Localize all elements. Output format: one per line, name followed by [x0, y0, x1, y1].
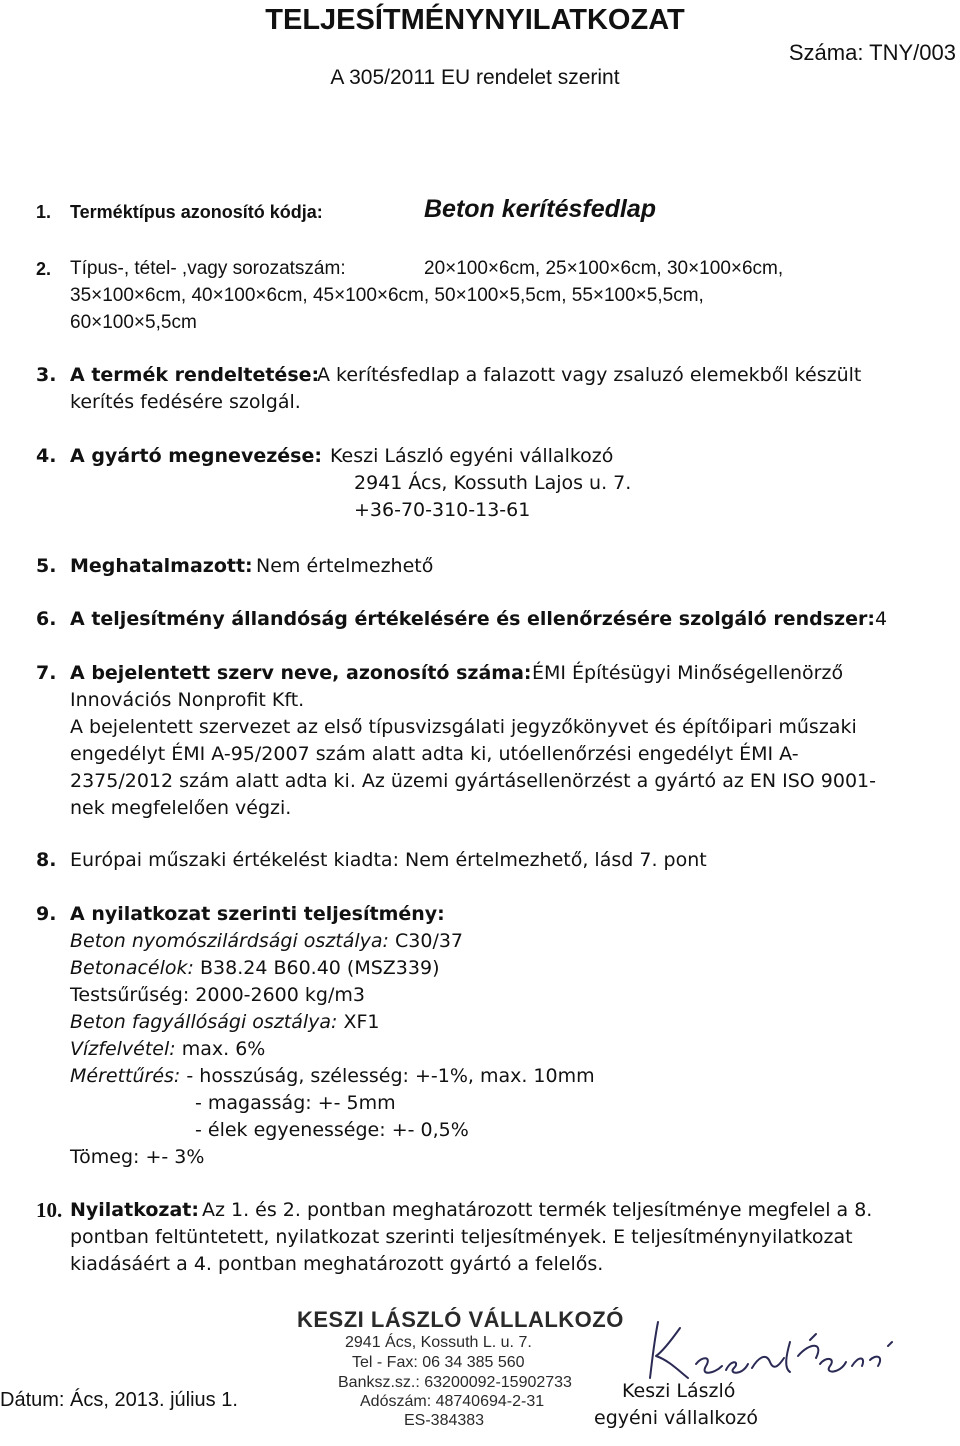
item-label: A bejelentett szerv neve, azonosító száma:: [70, 662, 532, 684]
item-number: 5.: [36, 555, 57, 577]
item-label: A gyártó megnevezése:: [70, 445, 322, 467]
signer-title: egyéni vállalkozó: [594, 1407, 758, 1429]
type-sizes-line: 35×100×6cm, 40×100×6cm, 45×100×6cm, 50×100×5,5cm, 55×100×5,5cm,: [70, 285, 704, 306]
stamp-phone: Tel - Fax: 06 34 385 560: [352, 1354, 525, 1371]
item-label: Nyilatkozat:: [70, 1199, 199, 1221]
paragraph-line: engedélyt ÉMI A-95/2007 szám alatt adta ki, utóellenőrzési engedélyt ÉMI A-: [70, 743, 799, 765]
item-number: 3.: [36, 364, 57, 386]
manufacturer-phone: +36-70-310-13-61: [354, 499, 531, 521]
document-date: Dátum: Ács, 2013. július 1.: [0, 1389, 238, 1411]
declaration-line: Az 1. és 2. pontban meghatározott termék teljesítménye megfelel a 8.: [202, 1199, 873, 1221]
item-number: 9.: [36, 903, 57, 925]
item-label: A nyilatkozat szerinti teljesítmény:: [70, 903, 445, 925]
item-number: 8.: [36, 849, 57, 871]
item-value: 4: [875, 608, 888, 630]
declaration-line: pontban feltüntetett, nyilatkozat szerinti teljesítmények. E teljesítménynyilatkozat: [70, 1226, 853, 1248]
type-sizes-line: 60×100×5,5cm: [70, 312, 197, 333]
item-label: Terméktípus azonosító kódja:: [70, 202, 323, 222]
stamp-company: KESZI LÁSZLÓ VÁLLALKOZÓ: [297, 1307, 624, 1332]
paragraph-line: nek megfelelően végzi.: [70, 797, 292, 819]
notified-body-name: ÉMI Építésügyi Minőségellenörző: [532, 662, 844, 684]
item-label: A teljesítmény állandóság értékelésére és ellenőrzésére szolgáló rendszer:: [70, 608, 875, 630]
item-value: A kerítésfedlap a falazott vagy zsaluzó elemekből készült: [317, 364, 862, 386]
item-label: Típus-, tétel- ,vagy sorozatszám:: [70, 258, 346, 279]
property-tolerance: Mérettűrés: - hosszúság, szélesség: +-1%, max. 10mm: [70, 1065, 595, 1087]
property-tolerance-line: - magasság: +- 5mm: [195, 1092, 396, 1114]
stamp-bank: Banksz.sz.: 63200092-15902733: [338, 1374, 572, 1391]
signer-name: Keszi László: [622, 1380, 736, 1402]
property-density: Testsűrűség: 2000-2600 kg/m3: [70, 984, 365, 1006]
paragraph-line: A bejelentett szervezet az első típusvizsgálati jegyzőkönyvet és építőipari műszaki: [70, 716, 857, 738]
item-text: Európai műszaki értékelést kiadta: Nem értelmezhető, lásd 7. pont: [70, 849, 707, 871]
paragraph-line: 2375/2012 szám alatt adta ki. Az üzemi gyártásellenörzést a gyártó az EN ISO 9001-: [70, 770, 877, 792]
declaration-line: kiadásáért a 4. pontban meghatározott gyártó a felelős.: [70, 1253, 604, 1275]
property-tolerance-line: - élek egyenessége: +- 0,5%: [195, 1119, 469, 1141]
property-steel: Betonacélok: B38.24 B60.40 (MSZ339): [70, 957, 440, 979]
property-weight: Tömeg: +- 3%: [70, 1146, 205, 1168]
manufacturer-name: Keszi László egyéni vállalkozó: [330, 445, 614, 467]
manufacturer-address: 2941 Ács, Kossuth Lajos u. 7.: [354, 472, 632, 494]
item-label: Meghatalmazott:: [70, 555, 253, 577]
document-number: Száma: TNY/003: [788, 40, 956, 65]
property-strength: Beton nyomószilárdsági osztálya: C30/37: [70, 930, 464, 952]
item-value: kerítés fedésére szolgál.: [70, 391, 301, 413]
type-sizes-line: 20×100×6cm, 25×100×6cm, 30×100×6cm,: [424, 258, 784, 279]
stamp-address: 2941 Ács, Kossuth L. u. 7.: [345, 1334, 532, 1351]
item-value: Nem értelmezhető: [256, 555, 434, 577]
document-subtitle: A 305/2011 EU rendelet szerint: [330, 66, 620, 89]
item-number: 6.: [36, 608, 57, 630]
stamp-tax: Adószám: 48740694-2-31: [360, 1393, 545, 1410]
product-name: Beton kerítésfedlap: [424, 195, 657, 223]
item-number: 2.: [36, 259, 52, 279]
document-title: TELJESÍTMÉNYNYILATKOZAT: [265, 4, 685, 36]
notified-body-name: Innovációs Nonprofit Kft.: [70, 689, 305, 711]
signature-text: [640, 1300, 641, 1301]
stamp-es: ES-384383: [404, 1412, 485, 1429]
item-number: 4.: [36, 445, 57, 467]
property-water: Vízfelvétel: max. 6%: [70, 1038, 266, 1060]
item-number: 7.: [36, 662, 57, 684]
item-number: 1.: [36, 202, 52, 222]
item-number: 10.: [36, 1198, 63, 1222]
property-frost: Beton fagyállósági osztálya: XF1: [70, 1011, 380, 1033]
item-label: A termék rendeltetése:: [70, 364, 320, 386]
